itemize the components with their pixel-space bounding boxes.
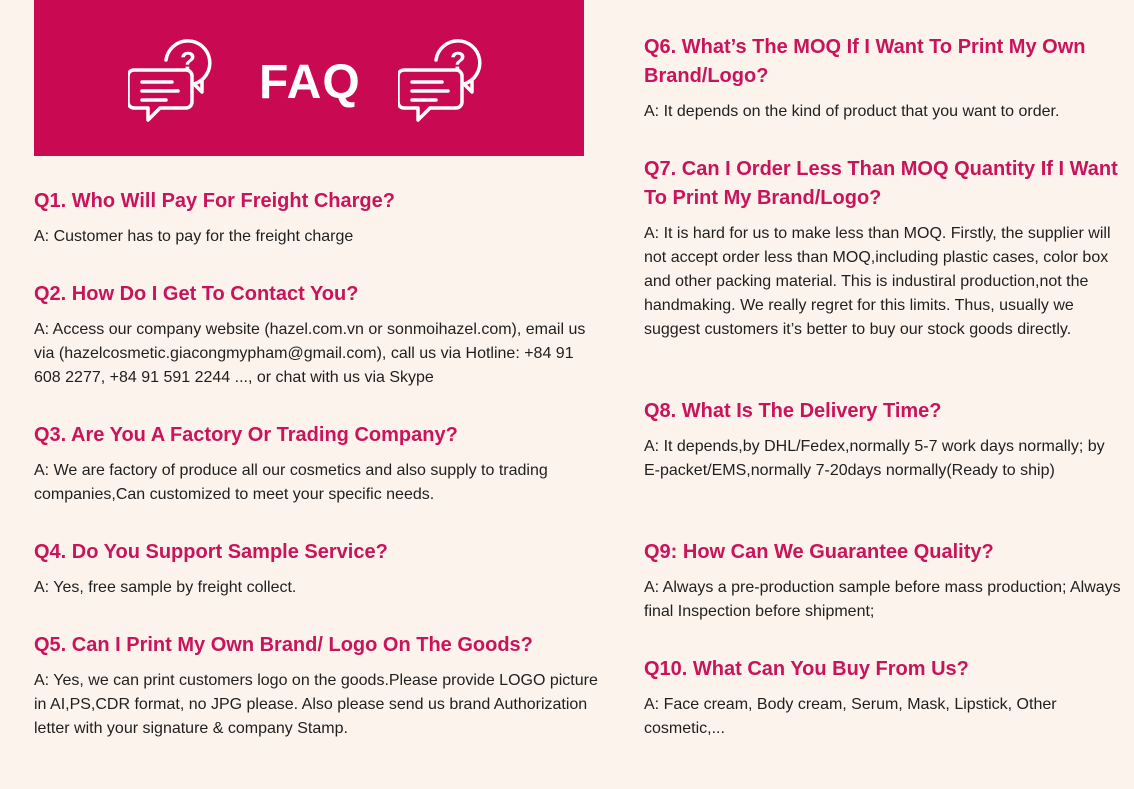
faq-answer: A: It depends,by DHL/Fedex,normally 5-7 work days normally; by E-packet/EMS,normally 7-20days normally(Ready to ship): [644, 438, 1105, 479]
faq-item-q7: [644, 155, 1124, 342]
faq-banner: [34, 0, 584, 156]
faq-item-q10: [644, 655, 1124, 741]
faq-answer: A: Yes, we can print customers logo on the goods.Please provide LOGO picture in AI,PS,CDR format, no JPG please. Also please send us brand Authorization letter with your signature & company Stamp.: [34, 672, 598, 737]
faq-answer: A: Always a pre-production sample before mass production; Always final Inspection before shipment;: [644, 579, 1121, 620]
faq-question: Q6. What’s The MOQ If I Want To Print My Own Brand/Logo?: [644, 36, 1086, 87]
faq-item-q3: [34, 421, 604, 507]
faq-question: Q1. Who Will Pay For Freight Charge?: [34, 190, 395, 212]
faq-item-q8: [644, 397, 1124, 483]
faq-question: Q8. What Is The Delivery Time?: [644, 400, 942, 422]
faq-question: Q4. Do You Support Sample Service?: [34, 541, 388, 563]
chat-question-icon: [128, 36, 220, 126]
faq-answer: A: It depends on the kind of product that you want to order.: [644, 103, 1060, 120]
faq-question: Q7. Can I Order Less Than MOQ Quantity If I Want To Print My Brand/Logo?: [644, 158, 1118, 209]
svg-text:?: ?: [180, 46, 196, 76]
faq-answer: A: Yes, free sample by freight collect.: [34, 579, 297, 596]
faq-question: Q9: How Can We Guarantee Quality?: [644, 541, 994, 563]
faq-answer: A: It is hard for us to make less than MOQ. Firstly, the supplier will not accept order less than MOQ,including plastic cases, color box and other packing material. This is industiral production,not the handmaking. We really regret for this limits. Thus, usually we suggest customers it’s better to buy our stock goods directly.: [644, 225, 1111, 338]
faq-question: Q10. What Can You Buy From Us?: [644, 658, 969, 680]
faq-item-q2: [34, 280, 604, 390]
faq-answer: A: Face cream, Body cream, Serum, Mask, Lipstick, Other cosmetic,...: [644, 696, 1057, 737]
faq-question: Q2. How Do I Get To Contact You?: [34, 283, 359, 305]
faq-item-q4: [34, 538, 604, 600]
faq-answer: A: Access our company website (hazel.com.vn or sonmoihazel.com), email us via (hazelcosmetic.giacongmypham@gmail.com), call us via Hotline: +84 91 608 2277, +84 91 591 2244 ..., or chat with us via Skype: [34, 321, 586, 386]
chat-question-icon: [398, 36, 490, 126]
banner-title: FAQ: [259, 56, 361, 109]
faq-item-q9: [644, 538, 1124, 624]
faq-question: Q3. Are You A Factory Or Trading Company?: [34, 424, 458, 446]
faq-question: Q5. Can I Print My Own Brand/ Logo On The Goods?: [34, 634, 533, 656]
faq-item-q5: [34, 631, 604, 741]
faq-answer: A: Customer has to pay for the freight charge: [34, 228, 354, 245]
faq-item-q6: [644, 33, 1124, 124]
svg-text:?: ?: [450, 46, 466, 76]
faq-item-q1: [34, 187, 604, 249]
faq-answer: A: We are factory of produce all our cosmetics and also supply to trading companies,Can customized to meet your specific needs.: [34, 462, 548, 503]
